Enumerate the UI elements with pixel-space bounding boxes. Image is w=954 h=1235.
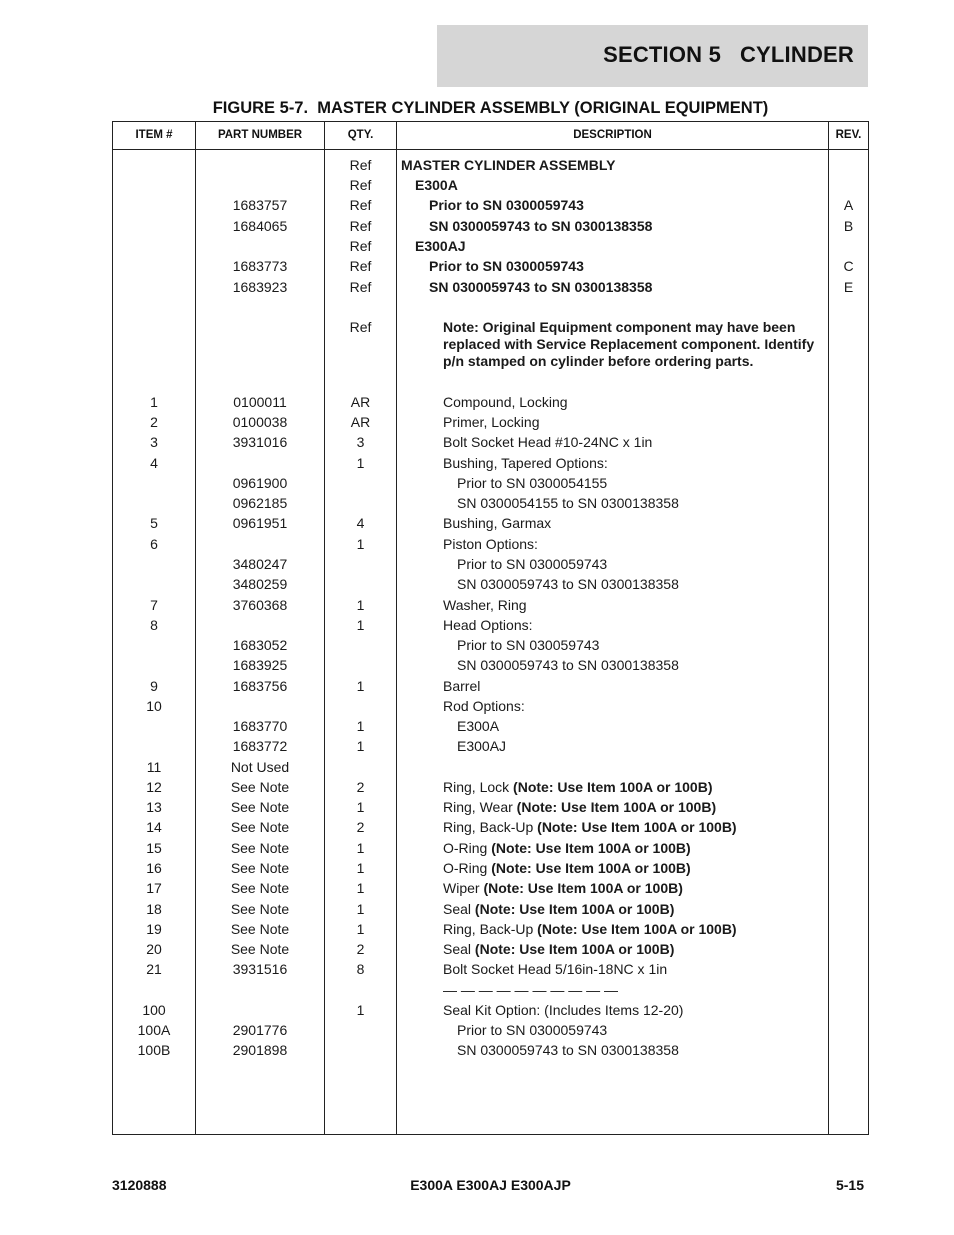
part-number: 0961900 <box>232 475 288 491</box>
item-number: 4 <box>150 455 158 471</box>
item-number: 7 <box>150 597 158 613</box>
description-text: SN 0300054155 to SN 0300138358 <box>457 495 679 511</box>
item-number: 100B <box>137 1042 171 1058</box>
description-note: (Note: Use Item 100A or 100B) <box>513 779 713 795</box>
description <box>397 394 827 411</box>
part-number: See Note <box>230 921 290 937</box>
part-number: 1683925 <box>232 657 288 673</box>
description-note: (Note: Use Item 100A or 100B) <box>537 921 737 937</box>
description <box>397 197 827 214</box>
description <box>397 218 827 235</box>
description <box>397 819 827 836</box>
part-number: 0100011 <box>233 394 287 410</box>
quantity: 4 <box>356 515 365 531</box>
item-number: 5 <box>150 515 158 531</box>
description <box>397 637 827 654</box>
description-text: Prior to SN 0300059743 <box>457 556 608 572</box>
quantity: 1 <box>356 840 365 856</box>
part-number: 1683757 <box>232 197 288 213</box>
description-text: Ring, Lock <box>443 779 510 795</box>
description <box>397 799 827 816</box>
item-number: 12 <box>146 779 162 795</box>
item-number: 8 <box>150 617 158 633</box>
description <box>397 238 827 255</box>
description <box>397 455 827 472</box>
footer-models: E300A E300AJ E300AJP <box>410 1177 571 1193</box>
description-note: (Note: Use Item 100A or 100B) <box>491 860 691 876</box>
description-note: (Note: Use Item 100A or 100B) <box>474 901 675 917</box>
column-header-item: ITEM # <box>135 129 173 141</box>
quantity: AR <box>350 394 371 410</box>
part-number: See Note <box>230 901 290 917</box>
part-number: 1684065 <box>232 218 288 234</box>
part-number: See Note <box>230 840 290 856</box>
column-header-part-number: PART NUMBER <box>217 129 303 141</box>
description-text: Prior to SN 0300054155 <box>457 475 608 491</box>
quantity: 2 <box>356 819 365 835</box>
revision: E <box>843 279 854 295</box>
item-number: 9 <box>150 678 158 694</box>
column-header-description: DESCRIPTION <box>573 129 652 141</box>
part-number: 2901776 <box>232 1022 288 1038</box>
part-number: See Note <box>230 880 290 896</box>
description-text: Primer, Locking <box>443 414 540 430</box>
quantity: 1 <box>356 536 365 552</box>
part-number: 3931516 <box>232 961 288 977</box>
description <box>397 279 827 296</box>
description-text: Seal Kit Option: (Includes Items 12-20) <box>443 1002 684 1018</box>
description <box>397 921 827 938</box>
part-number: Not Used <box>230 759 290 775</box>
description <box>397 495 827 512</box>
description <box>397 718 827 735</box>
section-title: SECTION 5 CYLINDER <box>603 42 854 67</box>
description-text: SN 0300059743 to SN 0300138358 <box>457 576 679 592</box>
description-text: Head Options: <box>443 617 533 633</box>
description <box>397 961 827 978</box>
parts-table <box>112 121 869 1135</box>
part-number: 0962185 <box>232 495 288 511</box>
description <box>397 576 827 593</box>
description-text: Compound, Locking <box>443 394 568 410</box>
quantity: Ref <box>349 238 372 254</box>
quantity: 1 <box>356 880 365 896</box>
item-number: 1 <box>150 394 158 410</box>
quantity: 1 <box>356 738 365 754</box>
description <box>397 880 827 897</box>
description <box>397 177 827 194</box>
quantity: 1 <box>356 718 365 734</box>
part-number: 1683923 <box>232 279 288 295</box>
quantity: Ref <box>349 279 372 295</box>
description-text: SN 0300059743 to SN 0300138358 <box>429 218 653 234</box>
description-text: Rod Options: <box>443 698 525 714</box>
item-number: 13 <box>146 799 162 815</box>
description-text: Bushing, Tapered Options: <box>443 455 608 471</box>
description <box>397 617 827 634</box>
item-number: 21 <box>146 961 162 977</box>
item-number: 3 <box>150 434 158 450</box>
section-header-band <box>437 25 868 87</box>
quantity: 2 <box>356 779 365 795</box>
description-text: Piston Options: <box>443 536 538 552</box>
quantity: Ref <box>349 177 372 193</box>
quantity: Ref <box>349 218 372 234</box>
quantity: 1 <box>356 678 365 694</box>
description-text: Note: Original Equipment component may have been replaced with Service Replacement component. Identify p/n stamped on cylinder before ordering parts. <box>443 319 815 369</box>
item-number: 17 <box>146 880 162 896</box>
part-number: 1683773 <box>232 258 288 274</box>
description-text: Wiper <box>443 880 480 896</box>
part-number: See Note <box>230 819 290 835</box>
quantity: Ref <box>349 197 372 213</box>
quantity: 1 <box>356 617 365 633</box>
quantity: 1 <box>356 1002 365 1018</box>
part-number: 2901898 <box>232 1042 288 1058</box>
description <box>397 258 827 275</box>
description-text: Ring, Back-Up <box>443 819 534 835</box>
item-number: 18 <box>146 901 162 917</box>
quantity: Ref <box>349 157 372 173</box>
part-number: See Note <box>230 860 290 876</box>
description <box>397 515 827 532</box>
item-number: 20 <box>146 941 162 957</box>
description-text: O-Ring <box>443 860 488 876</box>
table-row <box>113 319 868 370</box>
description <box>397 738 827 755</box>
revision: B <box>843 218 854 234</box>
footer-document-number: 3120888 <box>112 1177 167 1193</box>
description <box>397 657 827 674</box>
description-text: Seal <box>443 941 472 957</box>
item-number: 15 <box>146 840 162 856</box>
item-number: 19 <box>146 921 162 937</box>
description-text: E300A <box>415 177 458 193</box>
description-text: — — — — — — — — — — <box>443 982 619 998</box>
description <box>397 1002 827 1019</box>
part-number: 3480247 <box>232 556 288 572</box>
description <box>397 434 827 451</box>
description-text: Prior to SN 030059743 <box>457 637 600 653</box>
description-text: MASTER CYLINDER ASSEMBLY <box>401 157 616 173</box>
quantity: 1 <box>356 901 365 917</box>
description-text: Bolt Socket Head #10-24NC x 1in <box>443 434 653 450</box>
description <box>397 157 827 174</box>
quantity: 1 <box>356 860 365 876</box>
figure-title: FIGURE 5-7. MASTER CYLINDER ASSEMBLY (ORIGINAL EQUIPMENT) <box>212 99 769 117</box>
description <box>397 475 827 492</box>
item-number: 6 <box>150 536 158 552</box>
description <box>397 901 827 918</box>
part-number: 1683772 <box>232 738 288 754</box>
item-number: 100A <box>137 1022 171 1038</box>
revision: C <box>843 258 854 274</box>
quantity: 1 <box>356 921 365 937</box>
part-number: 3760368 <box>232 597 288 613</box>
description-text: SN 0300059743 to SN 0300138358 <box>457 1042 679 1058</box>
description-note: (Note: Use Item 100A or 100B) <box>483 880 683 896</box>
part-number: 0100038 <box>232 414 288 430</box>
column-header-qty: QTY. <box>347 129 374 141</box>
description <box>397 982 827 999</box>
item-number: 100 <box>142 1002 166 1018</box>
description-text: E300A <box>457 718 500 734</box>
description-text: E300AJ <box>457 738 507 754</box>
quantity: 1 <box>356 455 365 471</box>
description-text: Bushing, Garmax <box>443 515 552 531</box>
quantity: 1 <box>356 597 365 613</box>
item-number: 16 <box>146 860 162 876</box>
description <box>397 597 827 614</box>
description <box>397 1042 827 1059</box>
part-number: 1683770 <box>232 718 288 734</box>
description-text: Prior to SN 0300059743 <box>429 258 584 274</box>
description <box>397 840 827 857</box>
description <box>397 941 827 958</box>
column-header-rev: REV. <box>835 129 862 141</box>
description-note: (Note: Use Item 100A or 100B) <box>491 840 691 856</box>
description <box>397 678 827 695</box>
description-text: Bolt Socket Head 5/16in-18NC x 1in <box>443 961 668 977</box>
description-text: O-Ring <box>443 840 488 856</box>
part-number: 3931016 <box>232 434 288 450</box>
item-number: 10 <box>146 698 162 714</box>
description-note: (Note: Use Item 100A or 100B) <box>516 799 717 815</box>
description <box>397 319 827 370</box>
part-number: 1683052 <box>232 637 288 653</box>
description-text: Ring, Wear <box>443 799 513 815</box>
item-number: 11 <box>146 759 162 775</box>
quantity: 8 <box>356 961 365 977</box>
description <box>397 860 827 877</box>
part-number: 3480259 <box>232 576 288 592</box>
description <box>397 1022 827 1039</box>
description-text: Ring, Back-Up <box>443 921 534 937</box>
footer-page-number: 5-15 <box>835 1177 864 1193</box>
description-text: E300AJ <box>415 238 466 254</box>
description-text: Prior to SN 0300059743 <box>457 1022 608 1038</box>
description-text: Barrel <box>443 678 481 694</box>
part-number: 1683756 <box>232 678 288 694</box>
description-text: SN 0300059743 to SN 0300138358 <box>429 279 653 295</box>
revision: A <box>843 197 854 213</box>
item-number: 14 <box>146 819 162 835</box>
part-number: 0961951 <box>232 515 288 531</box>
description <box>397 779 827 796</box>
part-number: See Note <box>230 799 290 815</box>
description-text: Washer, Ring <box>443 597 527 613</box>
quantity: Ref <box>349 258 372 274</box>
description-text: Seal <box>443 901 472 917</box>
part-number: See Note <box>230 779 290 795</box>
description <box>397 698 827 715</box>
description-text: SN 0300059743 to SN 0300138358 <box>457 657 679 673</box>
description <box>397 556 827 573</box>
quantity: Ref <box>349 319 372 335</box>
item-number: 2 <box>150 414 158 430</box>
header-divider <box>113 149 868 150</box>
description-note: (Note: Use Item 100A or 100B) <box>537 819 737 835</box>
description-note: (Note: Use Item 100A or 100B) <box>474 941 675 957</box>
description <box>397 414 827 431</box>
quantity: 1 <box>356 799 365 815</box>
quantity: 3 <box>356 434 365 450</box>
quantity: 2 <box>356 941 365 957</box>
description-text: Prior to SN 0300059743 <box>429 197 584 213</box>
quantity: AR <box>350 414 371 430</box>
description <box>397 536 827 553</box>
part-number: See Note <box>230 941 290 957</box>
